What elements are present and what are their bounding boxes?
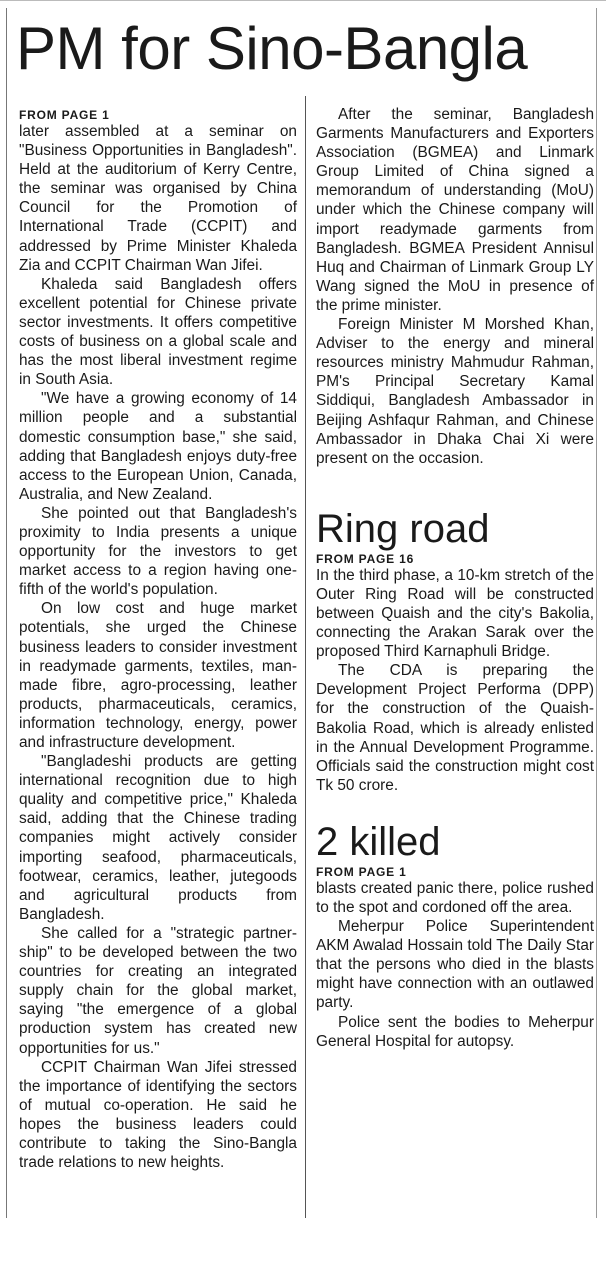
column-divider <box>305 96 306 1218</box>
main-paragraph-3: "We have a growing economy of 14 million people and a substantial domestic consumption base," she said, adding that Bangladesh enjoys duty-free access to the European Union, Canada, Australia, and New Zealand. <box>19 390 297 503</box>
main-headline: PM for Sino-Bangla <box>16 15 528 82</box>
two-killed-from-page-label: FROM PAGE 1 <box>316 864 407 879</box>
main-paragraph-4: She pointed out that Bangladesh's proximity to India presents a unique opportunity for the investors to get market access to a region having one-fifth of the world's population. <box>19 504 297 599</box>
right-border <box>596 8 597 1218</box>
two-killed-headline: 2 killed <box>316 819 441 864</box>
ring-road-paragraph-1: In the third phase, a 10-km stretch of the Outer Ring Road will be constructed between Quaish and the city's Bakolia, connecting the Arakan Sarak over the proposed Third Karnaphuli Bridge. <box>316 566 594 661</box>
left-column <box>19 108 297 1172</box>
ring-road-headline: Ring road <box>316 506 490 551</box>
two-killed-paragraph-3: Police sent the bodies to Meherpur General Hospital for autopsy. <box>316 1013 594 1050</box>
ring-road-from-page-label: FROM PAGE 16 <box>316 551 415 566</box>
right-column <box>316 105 594 1051</box>
main-paragraph-10: Foreign Minister M Morshed Khan, Adviser to the energy and mineral resources ministry Mahmudur Rahman, PM's Principal Secretary Kamal Siddiqui, Bangladesh Ambassador in Beijing Ashfaqur Rahman, and Chinese Ambassador in Dhaka Chai Xi were present on the occasion. <box>316 316 594 467</box>
main-paragraph-6: "Bangladeshi products are getting international recognition due to high quality and competitive price," Khaleda said, adding that the Chinese trading companies might actively consider importing seafood, pharmaceuticals, footwear, ceramics, leather, jutegoods and agricultural products from Bangladesh. <box>19 753 297 923</box>
top-border <box>0 0 606 1</box>
main-paragraph-7: She called for a "strategic partnership" to be developed between the two countries for creating an integrated supply chain for the global market, saying "the emergence of a global production system has created new opportunities for us." <box>19 924 297 1057</box>
main-paragraph-9: After the seminar, Bangladesh Garments Manufacturers and Exporters Association (BGMEA) and Linmark Group Limited of China signed a memorandum of understanding (MoU) under which the Chinese company will import readymade garments from Bangladesh. BGMEA President Annisul Huq and Chairman of Linmark Group LY Wang signed the MoU in presence of the prime minister. <box>316 106 594 314</box>
main-paragraph-8: CCPIT Chairman Wan Jifei stressed the importance of identifying the sectors of mutual co-operation. He said he hopes the business leaders could contribute to taking the Sino-Bangla trade relations to new heights. <box>19 1058 297 1172</box>
left-border <box>6 8 7 1218</box>
two-killed-paragraph-2: Meherpur Police Superintendent AKM Awalad Hossain told The Daily Star that the persons who died in the blasts might have connection with an outlawed party. <box>316 918 594 1012</box>
main-from-page-label: FROM PAGE 1 <box>19 108 110 122</box>
two-killed-paragraph-1: blasts created panic there, police rushed to the spot and cordoned off the area. <box>316 879 594 916</box>
main-paragraph-2: Khaleda said Bangladesh offers excellent potential for Chinese private sector investments. It offers competitive costs of business on a global scale and has the most liberal investment regime in South Asia. <box>19 275 297 389</box>
main-paragraph-5: On low cost and huge market potentials, she urged the Chinese business leaders to consider investment in readymade garments, textiles, man-made fibre, agro-processing, leather products, pharmaceuticals, ceramics, information technology, energy, power and infrastructure development. <box>19 600 297 751</box>
main-paragraph-1: later assembled at a seminar on "Business Opportunities in Bangladesh". Held at the auditorium of Kerry Centre, the seminar was organised by China Council for the Promotion of International Trade (CCPIT) and addressed by Prime Minister Khaleda Zia and CCPIT Chairman Wan Jifei. <box>19 123 297 274</box>
ring-road-paragraph-2: The CDA is preparing the Development Project Performa (DPP) for the construction of the Quaish-Bakolia Road, which is already enlisted in the Annual Development Programme. Officials said the construction might cost Tk 50 crore. <box>316 662 594 794</box>
